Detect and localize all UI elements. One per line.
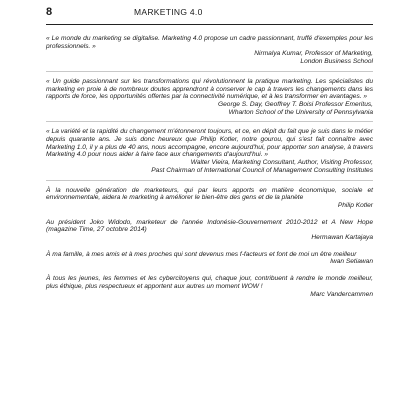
running-head: MARKETING 4.0 [134,7,203,17]
testimonial-author: Walter Vieira, Marketing Consultant, Author, Visiting Professor, [190,159,373,167]
separator [46,71,373,72]
testimonial-affiliation: Wharton School of the University of Pennsylvania [228,108,373,116]
testimonial [46,35,373,66]
dedication [46,219,373,242]
dedication-signature: Iwan Setiawan [330,258,373,266]
testimonial-quote: « La variété et la rapidité du changement m'étonneront toujours, et ce, en dépit du fait que je suis dans le métier depuis quarante ans. Je suis donc heureux que Philip Kotler, notre gourou, qui s'est fait connaître avec Marketing 1.0, il y a plus de 40 ans, nous accompagne, encore aujourd'hui, pour apporter son analyse, à travers Marketing 4.0 pour nous aider à faire face aux changements d'aujourd'hui. » [46,128,373,159]
dedication-text: Au président Joko Widodo, marketeur de l'année Indonésie-Gouvernement 2010-2012 et A New Hope (magazine Time, 27 octobre 2014) [46,218,373,234]
spacer [46,210,373,219]
separator [46,121,373,122]
page-number: 8 [46,6,53,18]
testimonial-affiliation: London Business School [300,58,373,66]
dedication-signature: Philip Kotler [337,201,373,209]
spacer [46,266,373,275]
separator [46,180,373,181]
book-page [0,4,401,405]
page-content [46,25,373,298]
dedication [46,251,373,266]
dedication-signature: Marc Vandercammen [310,290,373,298]
dedication [46,275,373,298]
testimonial-quote: « Un guide passionnant sur les transformations qui révolutionnent la pratique marketing. Les spécialistes du marketing en proie à de nombreux doutes apprendront à conserver le cap à travers les changements dans les rapports de force, les opportunités offertes par la connectivité numérique, et à les transformer en avantages. » [46,77,373,101]
dedication-signature: Hermawan Kartajaya [311,234,373,242]
dedication-text: À la nouvelle génération de marketeurs, qui par leurs apports en matière économique, sociale et environnementale, aidera le marketing à améliorer le bien-être des gens et de la planète [46,186,373,202]
dedication [46,187,373,210]
testimonial-affiliation: Past Chairman of International Council of Management Consulting Institutes [151,166,373,174]
page-header [46,4,373,25]
dedication-text: À tous les jeunes, les femmes et les cybercitoyens qui, chaque jour, contribuent à rendre le monde meilleur, plus éthique, plus respectueux et apportent aux autres un moment WOW ! [46,275,373,290]
spacer [46,242,373,251]
testimonial-author: George S. Day, Geoffrey T. Boisi Professor Emeritus, [217,100,373,108]
dedication-text: À ma famille, à mes amis et à mes proches qui sont devenus mes f-facteurs et font de moi un être meilleur [46,250,357,258]
testimonial-author: Nirmalya Kumar, Professor of Marketing, [254,50,373,58]
testimonial-quote: « Le monde du marketing se digitalise. Marketing 4.0 propose un cadre passionnant, truffé d'exemples pour les professionnels. » [46,35,373,50]
testimonial [46,128,373,174]
testimonial [46,78,373,117]
